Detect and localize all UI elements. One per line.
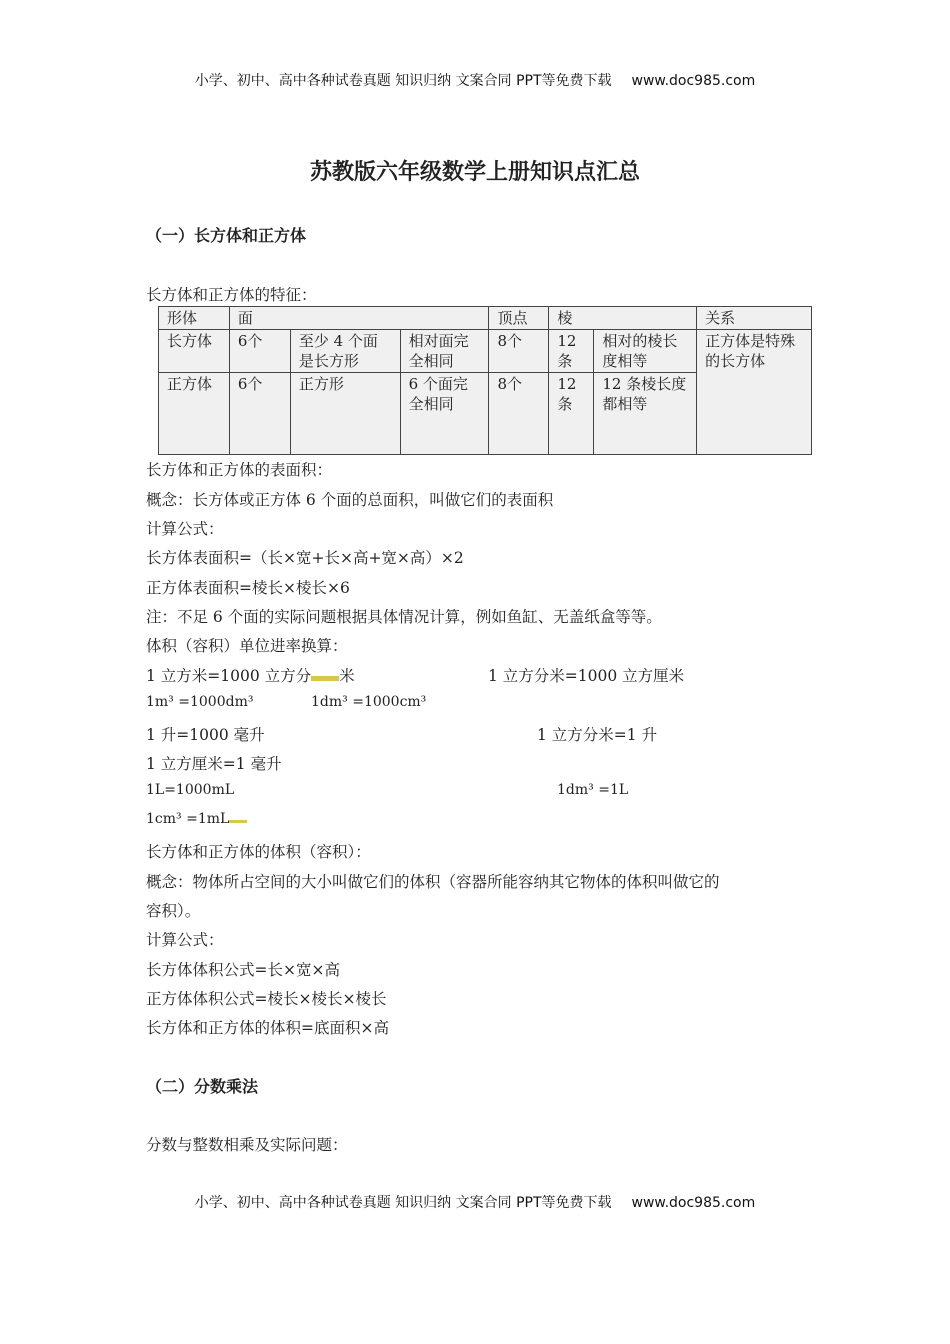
table-cell: 8个 bbox=[489, 330, 549, 373]
text-line: 长方体和正方体的体积=底面积×高 bbox=[146, 1019, 389, 1037]
unit-line: 1dm³ =1L bbox=[557, 782, 629, 798]
header-text: 小学、初中、高中各种试卷真题 知识归纳 文案合同 PPT等免费下载 bbox=[194, 73, 612, 89]
features-table bbox=[158, 306, 812, 455]
table-header: 关系 bbox=[697, 307, 812, 330]
page-header bbox=[0, 70, 950, 90]
unit-line: 1 立方分米=1 升 bbox=[537, 726, 658, 744]
features-label: 长方体和正方体的特征： bbox=[146, 286, 317, 304]
page-footer bbox=[0, 1192, 950, 1212]
text-line: 长方体表面积=（长×宽+长×高+宽×高）×2 bbox=[146, 549, 464, 567]
text-line: 正方体体积公式=棱长×棱长×棱长 bbox=[146, 990, 387, 1008]
text-line: 正方体表面积=棱长×棱长×6 bbox=[146, 579, 350, 597]
unit-text: 1cm³ =1mL bbox=[146, 811, 230, 827]
table-cell: 6 个面完全相同 bbox=[400, 373, 489, 455]
table-cell: 6个 bbox=[229, 373, 290, 455]
table-header: 面 bbox=[229, 307, 489, 330]
table-cell: 12 条棱长度都相等 bbox=[594, 373, 697, 455]
unit-line: 1m³ =1000dm³ bbox=[146, 694, 254, 710]
unit-line: 1 升=1000 毫升 bbox=[146, 726, 265, 744]
text-line: 注：不足 6 个面的实际问题根据具体情况计算，例如鱼缸、无盖纸盒等等。 bbox=[146, 608, 662, 626]
text-line: 计算公式： bbox=[146, 520, 224, 538]
table-cell: 至少 4 个面是长方形 bbox=[290, 330, 400, 373]
text-line: 长方体体积公式=长×宽×高 bbox=[146, 961, 340, 979]
document-title: 苏教版六年级数学上册知识点汇总 bbox=[309, 160, 640, 185]
unit-text: 1 立方米=1000 立方分 bbox=[146, 667, 312, 685]
text-line: 计算公式： bbox=[146, 931, 224, 949]
highlight-mark bbox=[229, 820, 247, 823]
text-line: 分数与整数相乘及实际问题： bbox=[146, 1136, 348, 1154]
table-header: 棱 bbox=[549, 307, 697, 330]
table-row bbox=[159, 330, 812, 373]
text-line: 概念：物体所占空间的大小叫做它们的体积（容器所能容纳其它物体的体积叫做它的 bbox=[146, 873, 720, 891]
header-site[interactable]: www.doc985.com bbox=[631, 73, 756, 89]
table-header: 顶点 bbox=[489, 307, 549, 330]
table-cell-relation: 正方体是特殊的长方体 bbox=[697, 330, 812, 455]
unit-line bbox=[146, 664, 355, 686]
text-line: 容积）。 bbox=[146, 902, 201, 920]
footer-site[interactable]: www.doc985.com bbox=[631, 1195, 756, 1211]
highlight-mark bbox=[311, 676, 339, 681]
text-line: 长方体和正方体的体积（容积）： bbox=[146, 843, 371, 861]
table-cell: 8个 bbox=[489, 373, 549, 455]
table-cell: 相对的棱长度相等 bbox=[594, 330, 697, 373]
unit-line bbox=[146, 811, 247, 827]
table-header: 形体 bbox=[159, 307, 230, 330]
text-line: 体积（容积）单位进率换算： bbox=[146, 637, 348, 655]
text-line: 概念：长方体或正方体 6 个面的总面积，叫做它们的表面积 bbox=[146, 491, 554, 509]
table-cell: 12条 bbox=[549, 330, 594, 373]
table-cell: 6个 bbox=[229, 330, 290, 373]
table-cell: 12条 bbox=[549, 373, 594, 455]
unit-text: 米 bbox=[339, 667, 355, 685]
unit-line: 1 立方分米=1000 立方厘米 bbox=[488, 667, 685, 685]
section-heading-2: （二）分数乘法 bbox=[146, 1077, 259, 1096]
unit-line: 1dm³ =1000cm³ bbox=[311, 694, 427, 710]
table-cell: 长方体 bbox=[159, 330, 230, 373]
table-cell: 相对面完全相同 bbox=[400, 330, 489, 373]
footer-text: 小学、初中、高中各种试卷真题 知识归纳 文案合同 PPT等免费下载 bbox=[194, 1195, 612, 1211]
table-header-row bbox=[159, 307, 812, 330]
unit-line: 1L=1000mL bbox=[146, 782, 235, 798]
table-cell: 正方体 bbox=[159, 373, 230, 455]
table-cell: 正方形 bbox=[290, 373, 400, 455]
section-heading-1: （一）长方体和正方体 bbox=[146, 226, 307, 245]
text-line: 长方体和正方体的表面积： bbox=[146, 461, 333, 479]
unit-line: 1 立方厘米=1 毫升 bbox=[146, 755, 282, 773]
